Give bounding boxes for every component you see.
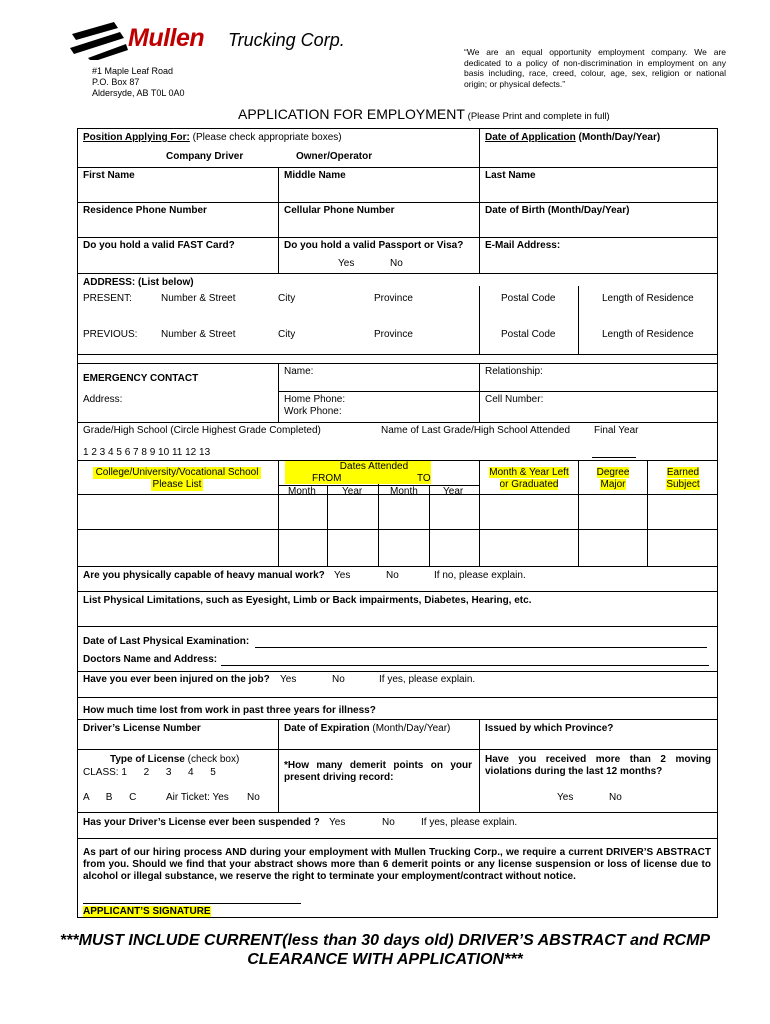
class-numbers[interactable]: 1 2 3 4 5 [121, 767, 216, 778]
suspended-explain: If yes, please explain. [421, 817, 518, 828]
violations-question[interactable]: Have you received more than 2 moving violations during the last 12 months? [485, 754, 711, 777]
checkbox-owner-operator[interactable]: Owner/Operator [296, 151, 373, 162]
air-ticket-no[interactable]: No [247, 792, 260, 803]
form-title [238, 106, 610, 122]
previous-street[interactable]: Number & Street [161, 329, 236, 340]
physical-limitations-field[interactable]: List Physical Limitations, such as Eyesight, Limb or Back impairments, Diabetes, Hearing, etc. [83, 595, 532, 606]
to-label: TO [417, 473, 431, 484]
time-lost-field[interactable]: How much time lost from work in past three years for illness? [83, 705, 376, 716]
expiration-note: (Month/Day/Year) [372, 723, 451, 734]
date-label-text: Date of Application [485, 132, 576, 143]
license-number-field[interactable]: Driver’s License Number [83, 723, 201, 734]
emergency-cell-field[interactable]: Cell Number: [485, 394, 544, 405]
last-name-field[interactable]: Last Name [485, 170, 536, 181]
address-heading: ADDRESS: (List below) [83, 277, 194, 288]
present-province[interactable]: Province [374, 293, 413, 304]
left-label-1: Month & Year Left [489, 467, 569, 478]
air-ticket-yes[interactable]: Air Ticket: Yes [166, 792, 229, 803]
license-type-label [110, 754, 239, 765]
grade-options[interactable]: 1 2 3 4 5 6 7 8 9 10 11 12 13 [83, 447, 211, 458]
earned-label: Earned [666, 467, 700, 478]
from-year-label: Year [342, 486, 363, 497]
residence-phone-field[interactable]: Residence Phone Number [83, 205, 207, 216]
degree-major-header [583, 467, 643, 491]
previous-postal[interactable]: Postal Code [501, 329, 556, 340]
logo-subtitle: Trucking Corp. [228, 30, 345, 50]
from-label: FROM [312, 473, 342, 484]
footer-notice [0, 931, 770, 969]
emergency-relationship-field[interactable]: Relationship: [485, 366, 543, 377]
suspended-no[interactable]: No [382, 817, 395, 828]
heavy-work-question[interactable] [83, 570, 325, 581]
last-school-field[interactable]: Name of Last Grade/High School Attended [381, 425, 571, 436]
position-note: (Please check appropriate boxes) [192, 132, 342, 143]
cellular-phone-field[interactable]: Cellular Phone Number [284, 205, 395, 216]
previous-province[interactable]: Province [374, 329, 413, 340]
dates-attended-label: Dates Attended [339, 461, 409, 472]
previous-length[interactable]: Length of Residence [602, 329, 694, 340]
email-field[interactable]: E-Mail Address: [485, 240, 561, 251]
major-label: Major [600, 479, 626, 490]
degree-label: Degree [596, 467, 630, 478]
date-note: (Month/Day/Year) [578, 132, 661, 143]
college-label: College/University/Vocational School [95, 467, 259, 478]
middle-name-field[interactable]: Middle Name [284, 170, 346, 181]
heavy-work-yes[interactable]: Yes [334, 570, 351, 581]
type-label: Type of License [110, 754, 185, 765]
position-label [83, 132, 342, 143]
last-physical-exam-field[interactable]: Date of Last Physical Examination: [83, 636, 250, 647]
logo-name: Mullen [128, 24, 205, 52]
address-line: Aldersyde, AB T0L 0A0 [92, 88, 185, 98]
doctor-name-address-field[interactable]: Doctors Name and Address: [83, 654, 218, 665]
title-note: (Please Print and complete in full) [467, 111, 610, 122]
equal-opportunity-statement: “We are an equal opportunity employment company. We are dedicated to a policy of non-discrimination in employment on any basis including, race, creed, colour, age, sex, religion or national origin; or physical defects.” [464, 47, 726, 89]
emergency-address-field[interactable]: Address: [83, 394, 123, 405]
company-address [92, 66, 185, 99]
heavy-work-no[interactable]: No [386, 570, 399, 581]
license-expiration-field[interactable] [284, 723, 450, 734]
present-length[interactable]: Length of Residence [602, 293, 694, 304]
to-year-label: Year [443, 486, 464, 497]
passport-no-option[interactable]: No [390, 258, 403, 269]
demerit-points-field[interactable]: *How many demerit points on your present driving record: [284, 760, 472, 783]
expiration-label: Date of Expiration [284, 723, 370, 734]
emergency-name-field[interactable]: Name: [284, 366, 314, 377]
injured-explain: If yes, please explain. [379, 674, 476, 685]
left-label-2: or Graduated [499, 479, 559, 490]
fast-card-field[interactable]: Do you hold a valid FAST Card? [83, 240, 235, 251]
date-of-application-label[interactable] [485, 132, 660, 143]
title-text: APPLICATION FOR EMPLOYMENT [238, 106, 465, 122]
emergency-contact-label: EMERGENCY CONTACT [83, 373, 199, 384]
footer-line-1: ***MUST INCLUDE CURRENT(less than 30 days old) DRIVER’S ABSTRACT and RCMP [59, 932, 711, 949]
violations-yes[interactable]: Yes [557, 792, 574, 803]
month-year-left-header [485, 467, 573, 491]
grade-label: Grade/High School (Circle Highest Grade Completed) [83, 425, 321, 436]
college-header [93, 467, 261, 479]
license-class-options[interactable] [83, 767, 216, 778]
please-list-label: Please List [152, 479, 202, 490]
license-letter-options[interactable]: A B C [83, 792, 137, 803]
present-city[interactable]: City [278, 293, 296, 304]
passport-yes-option[interactable]: Yes [338, 258, 355, 269]
heavy-work-explain: If no, please explain. [434, 570, 526, 581]
footer-line-2: CLEARANCE WITH APPLICATION*** [247, 951, 523, 968]
emergency-home-phone-field[interactable]: Home Phone: [284, 394, 346, 405]
suspended-question[interactable]: Has your Driver’s License ever been suspended ? [83, 817, 320, 828]
applicant-signature-field[interactable]: APPLICANT’S SIGNATURE [83, 906, 211, 917]
to-month-label: Month [390, 486, 418, 497]
earned-subject-header [652, 467, 714, 491]
passport-field[interactable]: Do you hold a valid Passport or Visa? [284, 240, 464, 251]
address-line: P.O. Box 87 [92, 77, 140, 87]
checkbox-company-driver[interactable]: Company Driver [166, 151, 244, 162]
class-label: CLASS: [83, 767, 119, 778]
truck-swoosh-icon [68, 18, 130, 60]
position-label-text: Position Applying For: [83, 132, 190, 143]
injured-yes[interactable]: Yes [280, 674, 297, 685]
from-month-label: Month [288, 486, 316, 497]
abstract-policy-text: As part of our hiring process AND during your employment with Mullen Trucking Corp., we require a current DRIVER’S ABSTRACT from you. Should we find that your abstract shows more than 6 demerit points or any license suspension or loss of license due to alcohol or illegal substance, we reserve the right to terminate your employment/contract without notice. [83, 847, 711, 882]
first-name-field[interactable]: First Name [83, 170, 135, 181]
present-postal[interactable]: Postal Code [501, 293, 556, 304]
address-line: #1 Maple Leaf Road [92, 66, 174, 76]
type-note: (check box) [187, 754, 240, 765]
subject-label: Subject [666, 479, 700, 490]
previous-city[interactable]: City [278, 329, 296, 340]
heavy-work-label: Are you physically capable of heavy manual work? [83, 570, 325, 581]
previous-label: PREVIOUS: [83, 329, 138, 340]
emergency-work-phone-field[interactable]: Work Phone: [284, 406, 342, 417]
date-of-birth-field[interactable]: Date of Birth (Month/Day/Year) [485, 205, 630, 216]
violations-no[interactable]: No [609, 792, 622, 803]
present-label: PRESENT: [83, 293, 132, 304]
injured-no[interactable]: No [332, 674, 345, 685]
license-province-field[interactable]: Issued by which Province? [485, 723, 614, 734]
present-street[interactable]: Number & Street [161, 293, 236, 304]
final-year-field[interactable]: Final Year [594, 425, 639, 436]
company-logo [68, 18, 353, 58]
suspended-yes[interactable]: Yes [329, 817, 346, 828]
injured-question[interactable]: Have you ever been injured on the job? [83, 674, 270, 685]
